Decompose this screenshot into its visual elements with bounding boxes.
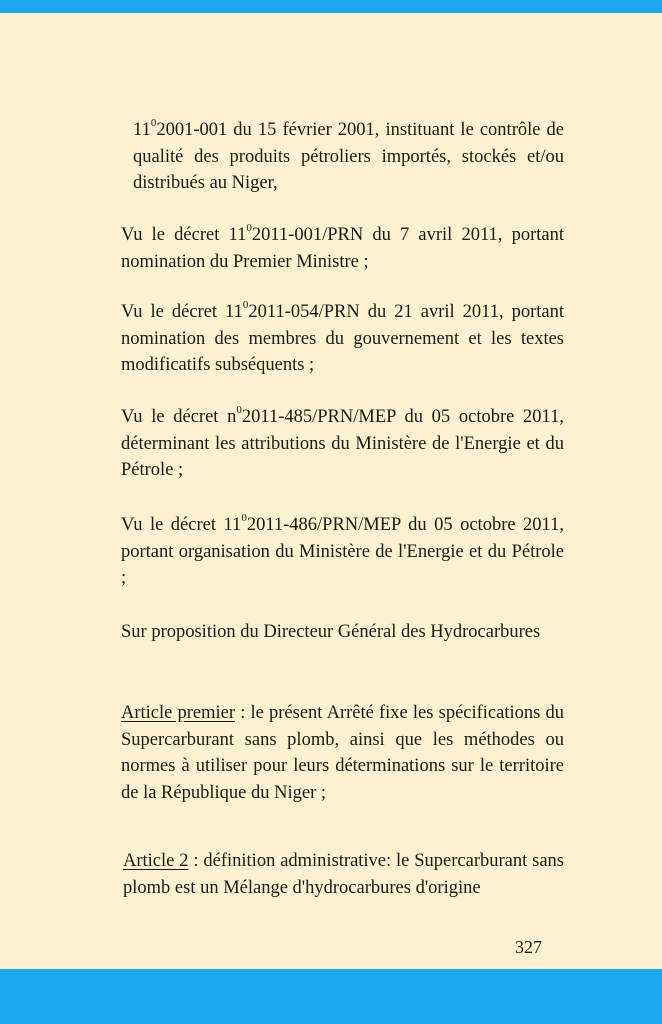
paragraph-article-premier [121,700,564,806]
paragraph-text: Sur proposition du Directeur Général des Hydrocarbures [121,622,541,642]
decree-number-prefix: 11 [133,120,151,140]
paragraph-arrete-2001 [133,117,564,197]
paragraph-lead: Vu le décret [121,515,224,535]
paragraph-text: : le présent Arrêté fixe les spécifications du Supercarburant sans plomb, ainsi que les méthodes ou normes à utiliser pour leurs déterminations sur le territoire de la République du Niger ; [121,703,564,803]
decree-number-prefix: 11 [223,515,242,535]
paragraph-lead: Vu le décret [121,225,229,245]
paragraph-article-2 [123,848,564,901]
paragraph-text: 2011-485/PRN/MEP du 05 octobre 2011, déterminant les attributions du Ministère de l'Energie et du Pétrole ; [121,407,564,480]
degree-superscript: 0 [150,116,157,129]
paragraph-text: 2001-001 du 15 février 2001, instituant le contrôle de qualité des produits pétroliers importés, stockés et/ou distribués au Niger, [133,120,564,193]
article-heading: Article 2 [123,851,189,871]
paragraph-text: 2011-054/PRN du 21 avril 2011, portant nomination des membres du gouvernement et les textes modificatifs subséquents ; [121,302,564,375]
paragraph-lead: Vu le décret [121,407,228,427]
degree-superscript: 0 [242,298,249,311]
decree-number-prefix: 11 [225,302,243,322]
decree-number-prefix: n [227,407,237,427]
degree-superscript: 0 [241,511,247,524]
paragraph-decret-2011-054 [121,299,564,379]
paragraph-decret-2011-001 [121,222,564,275]
paragraph-text: 2011-486/PRN/MEP du 05 octobre 2011, portant organisation du Ministère de l'Energie et du Pétrole ; [121,515,564,588]
paragraph-decret-2011-485 [121,404,564,484]
article-heading: Article premier [121,703,236,723]
degree-superscript: 0 [246,221,252,234]
paragraph-decret-2011-486 [121,512,564,592]
bottom-band [0,969,662,1024]
paragraph-lead: Vu le décret [121,302,226,322]
decree-number-prefix: 11 [228,225,247,245]
paragraph-text: : définition administrative: le Supercarburant sans plomb est un Mélange d'hydrocarbures d'origine [123,851,564,898]
paragraph-text: 2011-001/PRN du 7 avril 2011, portant nomination du Premier Ministre ; [121,225,564,272]
page-number: 327 [515,937,542,957]
degree-superscript: 0 [236,403,242,416]
paragraph-sur-proposition [121,619,564,646]
